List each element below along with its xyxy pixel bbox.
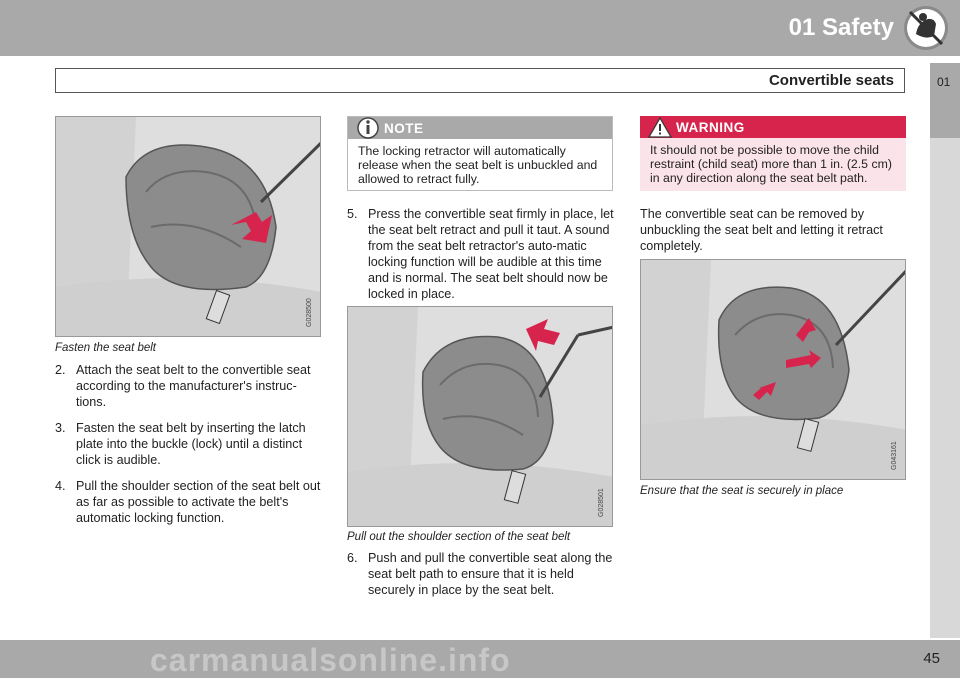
step-5: 5. Press the convertible seat firmly in place, let the seat belt retract and pull it taut. A sound from the seat belt retractor's auto-matic locking function will be audible at this time and is normal. The seat belt should now be locked in place. <box>347 207 614 301</box>
figure-code: G028500 <box>306 298 313 327</box>
section-title: Convertible seats <box>768 72 894 89</box>
warning-triangle-icon <box>648 116 672 140</box>
figure-caption: Pull out the shoulder section of the seat belt <box>347 531 571 543</box>
info-icon <box>356 115 380 139</box>
step-2: 2. Attach the seat belt to the convertible seat according to the manufacturer's instruc-tions. <box>55 363 311 409</box>
watermark: carmanualsonline.info <box>150 642 511 678</box>
figure-caption: Fasten the seat belt <box>55 342 157 354</box>
warning-text: It should not be possible to move the child restraint (child seat) more than 1 in. (2.5 cm) in any direction along the seat belt path. <box>650 143 892 185</box>
steps-middle-b <box>347 550 617 608</box>
note-header <box>348 117 612 139</box>
figure-pull-shoulder <box>347 306 613 527</box>
steps-left <box>55 362 325 536</box>
step-3: 3. Fasten the seat belt by inserting the latch plate into the buckle (lock) until a distinct click is audible. <box>55 421 306 467</box>
side-strip <box>930 138 960 638</box>
warning-box <box>640 116 906 191</box>
side-tab[interactable] <box>930 63 960 138</box>
figure-caption: Ensure that the seat is securely in place <box>640 485 844 497</box>
child-seat-icon <box>902 4 950 52</box>
step-6: 6. Push and pull the convertible seat along the seat belt path to ensure that it is held securely in place by the seat belt. <box>347 551 613 597</box>
steps-middle-a <box>347 206 617 312</box>
figure-secure-seat <box>640 259 906 480</box>
seat-illustration-1 <box>56 117 321 337</box>
step-4: 4. Pull the shoulder section of the seat belt out as far as possible to activate the belt's automatic locking function. <box>55 479 321 525</box>
removal-paragraph: The convertible seat can be removed by unbuckling the seat belt and letting it retract completely. <box>640 207 883 253</box>
figure-fasten-belt <box>55 116 321 337</box>
seat-illustration-3 <box>641 260 906 480</box>
warning-header <box>640 116 906 138</box>
note-title: NOTE <box>384 121 424 136</box>
warning-title: WARNING <box>676 120 745 135</box>
side-tab-label: 01 <box>937 75 951 89</box>
page-number: 45 <box>923 650 940 667</box>
note-text: The locking retractor will automatically release when the seat belt is unbuckled and allowed to retract fully. <box>358 144 598 186</box>
note-box <box>347 116 613 191</box>
figure-code: G043161 <box>891 441 898 470</box>
seat-illustration-2 <box>348 307 613 527</box>
figure-code: G028501 <box>598 488 605 517</box>
section-bar <box>55 68 905 93</box>
chapter-title: 01 Safety <box>788 14 894 41</box>
